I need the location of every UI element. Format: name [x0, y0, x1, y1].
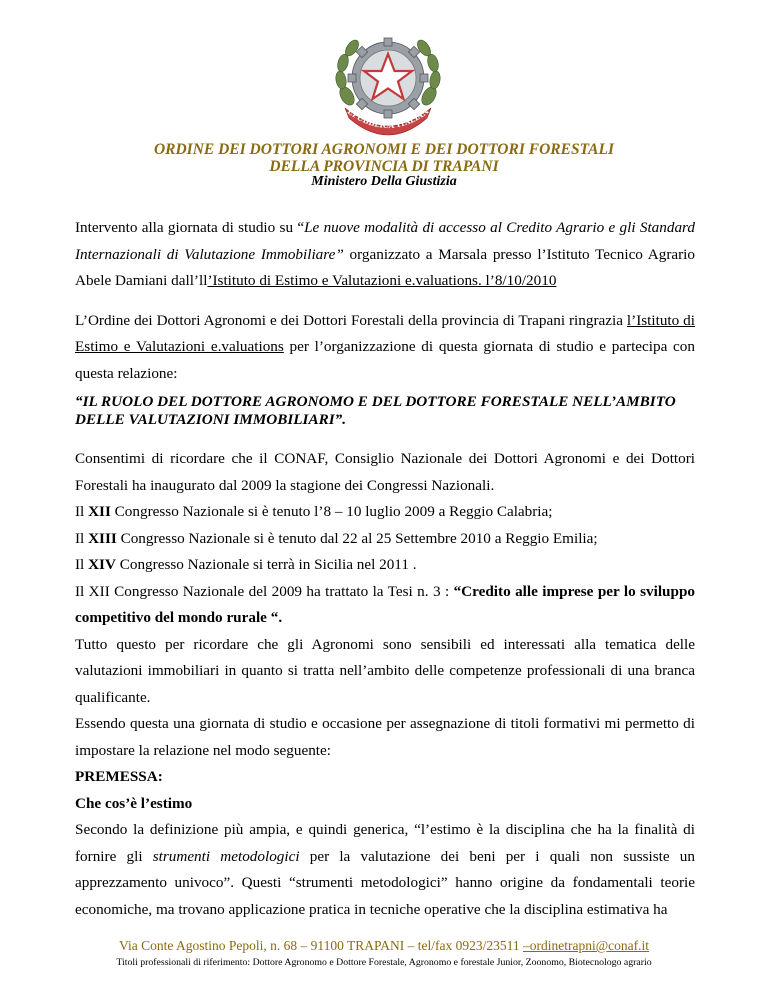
footer-titles: Titoli professionali di riferimento: Dottore Agronomo e Dottore Forestale, Agronomo e forestale Junior, Zoonomo, Biotecnologo agrario	[116, 957, 652, 968]
premessa-heading: PREMESSA:	[75, 768, 163, 785]
congress-tesi: Il XII Congresso Nazionale del 2009 ha trattato la Tesi n. 3 : “Credito alle imprese per lo sviluppo competitivo del mondo rurale “.	[75, 582, 695, 626]
congress-xiii: Il XIII Congresso Nazionale si è tenuto dal 22 al 25 Settembre 2010 a Reggio Emilia;	[75, 529, 598, 547]
ministry-label: Ministero Della Giustizia	[311, 174, 457, 189]
footer-address: Via Conte Agostino Pepoli, n. 68 – 91100 TRAPANI – tel/fax 0923/23511 –ordinetrapni@conaf.it	[119, 938, 649, 953]
intro-paragraph: Intervento alla giornata di studio su “Le nuove modalità di accesso al Credito Agrario e gli Standard Internazionali di Valutazione Immobiliare” organizzato a Marsala presso l’Istituto Tecnico Agrario Abele Damiani dall’ll’Istituto di Estimo e Valutazioni e.valuations. l’8/10/2010	[75, 219, 695, 289]
italian-republic-emblem-icon	[327, 18, 449, 142]
agronomi-paragraph: Tutto questo per ricordare che gli Agronomi sono sensibili ed interessati alla tematica delle valutazioni immobiliari in quanto si tratta nell’ambito delle competenze professionali di una branca qualificante.	[75, 635, 695, 706]
relation-title: “IL RUOLO DEL DOTTORE AGRONOMO E DEL DOTTORE FORESTALE NELL’AMBITO DELLE VALUTAZIONI IMMOBILIARI”.	[75, 393, 676, 428]
thanks-paragraph: L’Ordine dei Dottori Agronomi e dei Dottori Forestali della provincia di Trapani ringrazia l’Istituto di Estimo e Valutazioni e.valuations per l’organizzazione di questa giornata di studio e partecipa con questa relazione:	[75, 311, 696, 382]
congress-xiv: Il XIV Congresso Nazionale si terrà in Sicilia nel 2011 .	[75, 556, 417, 573]
org-title-line2: DELLA PROVINCIA DI TRAPANI	[269, 158, 499, 175]
congress-intro: Consentimi di ricordare che il CONAF, Consiglio Nazionale dei Dottori Agronomi e dei Dottori Forestali ha inaugurato dal 2009 la stagione dei Congressi Nazionali.	[75, 450, 695, 494]
org-title-line1: ORDINE DEI DOTTORI AGRONOMI E DEI DOTTORI FORESTALI	[153, 141, 615, 158]
svg-text:REPUBBLICA ITALIANA: EPUBBLICA ITALIAN	[345, 106, 431, 131]
studio-paragraph: Essendo questa una giornata di studio e occasione per assegnazione di titoli formativi mi permetto di impostare la relazione nel modo seguente:	[75, 715, 695, 759]
emblem	[327, 18, 449, 142]
che-cose-heading: Che cos’è l’estimo	[75, 794, 193, 812]
definition-paragraph: Secondo la definizione più ampia, e quindi generica, “l’estimo è la disciplina che ha la finalità di fornire gli strumenti metodologici per la valutazione dei beni per i quali non sussiste un apprezzamento univoco”. Questi “strumenti metodologici” hanno origine da fondamentali teorie economiche, ma trovano applicazione pratica in tecniche operative che la disciplina estimativa ha	[75, 821, 695, 918]
congress-xii: Il XII Congresso Nazionale si è tenuto l’8 – 10 luglio 2009 a Reggio Calabria;	[75, 503, 553, 520]
footer-email-link[interactable]: –ordinetrapni@conaf.it	[522, 938, 649, 953]
document-body	[75, 215, 695, 923]
